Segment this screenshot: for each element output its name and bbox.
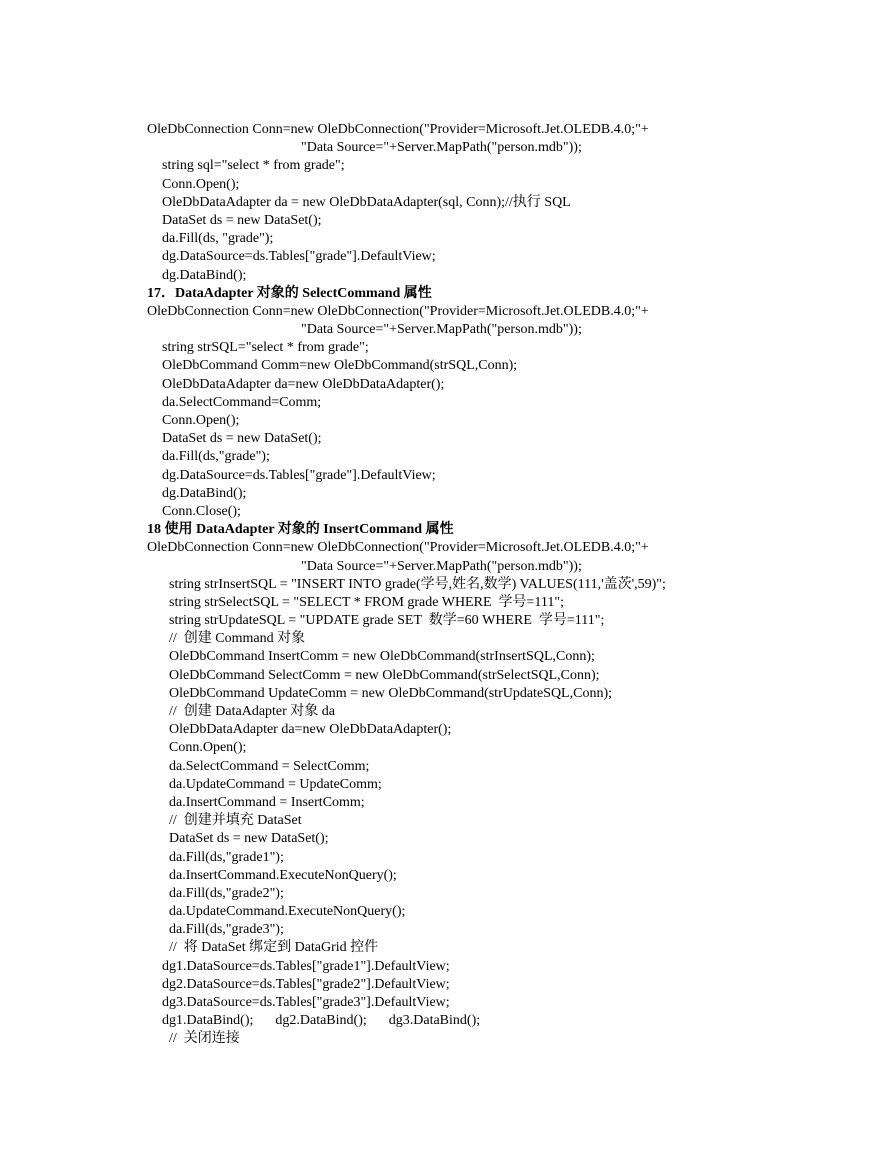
code-line: dg.DataSource=ds.Tables["grade"].DefaultView; bbox=[162, 467, 436, 483]
code-line: OleDbCommand InsertComm = new OleDbCommand(strInsertSQL,Conn); bbox=[169, 649, 595, 665]
code-line: "Data Source="+Server.MapPath("person.mdb")); bbox=[301, 558, 582, 574]
code-line: Conn.Open(); bbox=[169, 740, 247, 756]
code-line: da.Fill(ds,"grade"); bbox=[162, 449, 270, 465]
code-line: da.UpdateCommand = UpdateComm; bbox=[169, 776, 382, 792]
code-line: OleDbCommand Comm=new OleDbCommand(strSQL,Conn); bbox=[162, 358, 518, 374]
code-fragment: dg3.DataBind(); bbox=[388, 1013, 481, 1029]
code-line: OleDbConnection Conn=new OleDbConnection("Provider=Microsoft.Jet.OLEDB.4.0;"+ bbox=[147, 540, 649, 556]
code-line: "Data Source="+Server.MapPath("person.mdb")); bbox=[301, 322, 582, 338]
code-line: Conn.Close(); bbox=[162, 503, 241, 519]
databind-line bbox=[147, 1012, 867, 1030]
code-line: OleDbDataAdapter da=new OleDbDataAdapter(); bbox=[162, 376, 445, 392]
code-line: da.Fill(ds,"grade2"); bbox=[169, 885, 284, 901]
code-comment: // 创建 Command 对象 bbox=[169, 631, 306, 647]
code-line: OleDbConnection Conn=new OleDbConnection("Provider=Microsoft.Jet.OLEDB.4.0;"+ bbox=[147, 303, 649, 319]
code-comment: // 创建并填充 DataSet bbox=[169, 813, 302, 829]
code-line: dg1.DataSource=ds.Tables["grade1"].DefaultView; bbox=[162, 958, 450, 974]
code-line: string strUpdateSQL = "UPDATE grade SET 数学=60 WHERE 学号=111"; bbox=[169, 613, 605, 629]
code-line: dg.DataBind(); bbox=[162, 485, 247, 501]
code-line: Conn.Open(); bbox=[162, 413, 240, 428]
code-line: da.UpdateCommand.ExecuteNonQuery(); bbox=[169, 904, 406, 920]
code-line: da.SelectCommand=Comm; bbox=[162, 394, 322, 410]
code-line: dg3.DataSource=ds.Tables["grade3"].DefaultView; bbox=[162, 995, 450, 1010]
code-line: DataSet ds = new DataSet(); bbox=[162, 212, 322, 228]
code-line: da.Fill(ds,"grade1"); bbox=[169, 849, 284, 865]
code-comment: // 创建 DataAdapter 对象 da bbox=[169, 704, 336, 719]
code-fragment: dg2.DataBind(); bbox=[275, 1013, 367, 1029]
code-line: OleDbCommand UpdateComm = new OleDbCommand(strUpdateSQL,Conn); bbox=[169, 685, 613, 701]
code-line: OleDbCommand SelectComm = new OleDbCommand(strSelectSQL,Conn); bbox=[169, 667, 600, 683]
code-line: DataSet ds = new DataSet(); bbox=[169, 831, 329, 847]
code-line: OleDbConnection Conn=new OleDbConnection("Provider=Microsoft.Jet.OLEDB.4.0;"+ bbox=[147, 122, 649, 137]
code-listing bbox=[147, 121, 867, 1049]
code-fragment: dg1.DataBind(); bbox=[162, 1013, 254, 1029]
code-line: da.InsertCommand.ExecuteNonQuery(); bbox=[169, 867, 397, 883]
code-line: OleDbDataAdapter da=new OleDbDataAdapter(); bbox=[169, 722, 452, 738]
code-line: string strSelectSQL = "SELECT * FROM grade WHERE 学号=111"; bbox=[169, 594, 564, 610]
code-line: dg.DataBind(); bbox=[162, 267, 247, 283]
code-line: dg.DataSource=ds.Tables["grade"].DefaultView; bbox=[162, 249, 436, 265]
code-line: Conn.Open(); bbox=[162, 176, 240, 192]
code-line: string sql="select * from grade"; bbox=[162, 158, 345, 174]
code-line: da.SelectCommand = SelectComm; bbox=[169, 758, 370, 774]
code-comment: // 关闭连接 bbox=[169, 1031, 240, 1047]
code-line: string strInsertSQL = "INSERT INTO grade(学号,姓名,数学) VALUES(111,'盖茨',59)"; bbox=[169, 576, 666, 592]
code-comment: // 将 DataSet 绑定到 DataGrid 控件 bbox=[169, 940, 379, 956]
section-heading: 18 使用 DataAdapter 对象的 InsertCommand 属性 bbox=[147, 522, 454, 538]
code-line: OleDbDataAdapter da = new OleDbDataAdapter(sql, Conn);//执行 SQL bbox=[162, 194, 571, 210]
code-line: da.Fill(ds, "grade"); bbox=[162, 231, 274, 247]
code-line: da.InsertCommand = InsertComm; bbox=[169, 794, 365, 810]
section-heading: 17．DataAdapter 对象的 SelectCommand 属性 bbox=[147, 285, 432, 301]
code-line: DataSet ds = new DataSet(); bbox=[162, 431, 322, 447]
code-line: "Data Source="+Server.MapPath("person.mdb")); bbox=[301, 140, 582, 156]
code-line: dg2.DataSource=ds.Tables["grade2"].DefaultView; bbox=[162, 976, 450, 992]
code-line: string strSQL="select * from grade"; bbox=[162, 340, 369, 356]
code-line: da.Fill(ds,"grade3"); bbox=[169, 922, 284, 938]
